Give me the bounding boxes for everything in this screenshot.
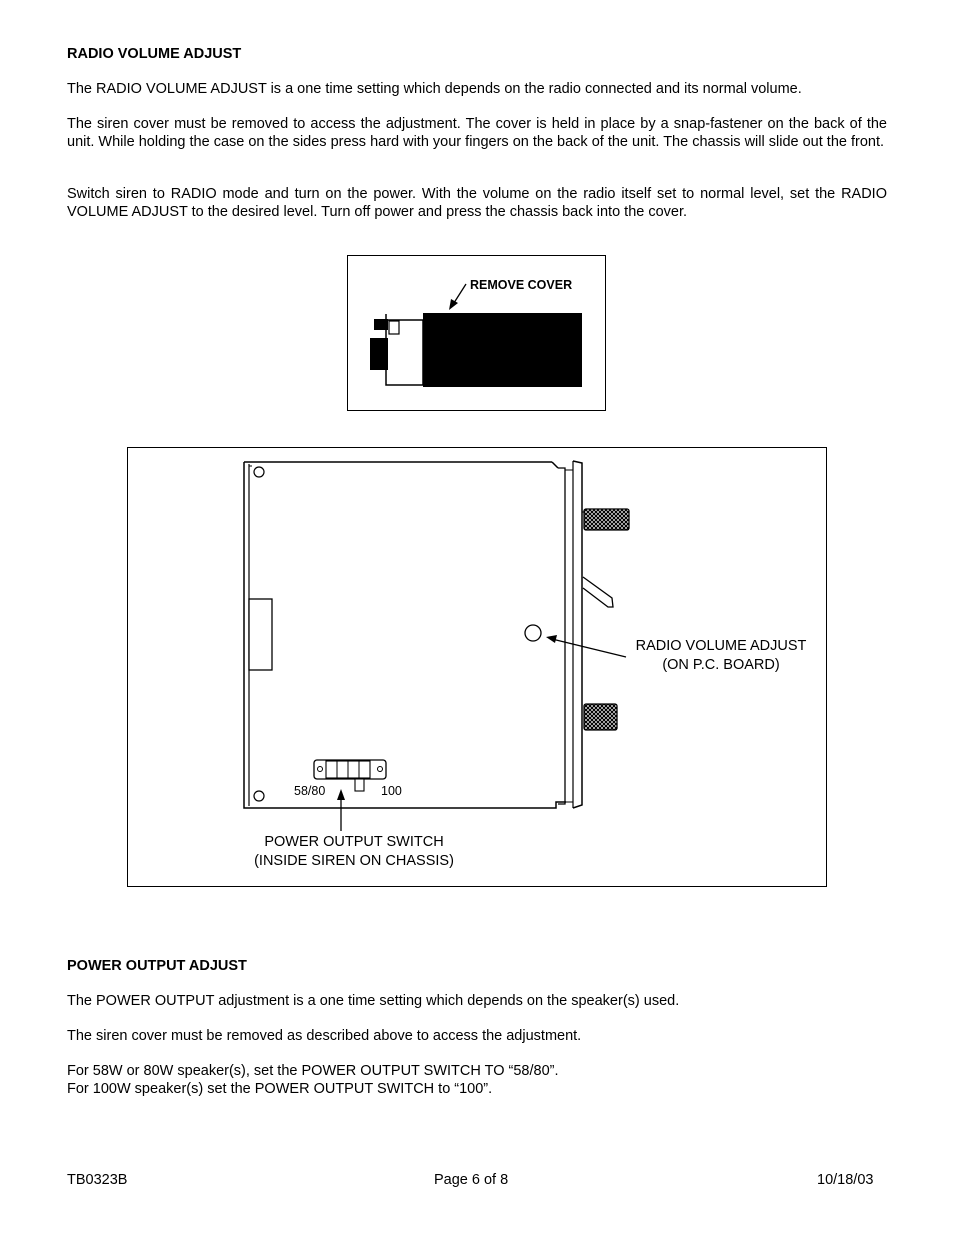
mounting-hole bbox=[254, 467, 264, 477]
radio-volume-adjust-label: RADIO VOLUME ADJUST (ON P.C. BOARD) bbox=[635, 638, 807, 673]
paragraph: For 100W speaker(s) set the POWER OUTPUT SWITCH to “100”. bbox=[67, 1081, 493, 1097]
paragraph: For 58W or 80W speaker(s), set the POWER OUTPUT SWITCH TO “58/80”. bbox=[67, 1063, 559, 1079]
arrow-to-pot bbox=[546, 635, 557, 643]
arrow-to-switch bbox=[337, 789, 345, 800]
paragraph: Switch siren to RADIO mode and turn on the power. With the volume on the radio itself set to normal level, set the RADIO VOLUME ADJUST to the desired level. Turn off power and press the chassis back into the cover. bbox=[67, 186, 887, 220]
paragraph: The RADIO VOLUME ADJUST is a one time setting which depends on the radio connected and its normal volume. bbox=[67, 81, 802, 97]
front-tab bbox=[374, 319, 388, 330]
radio-volume-adjust-pot bbox=[525, 625, 541, 641]
knurled-knob-top bbox=[584, 509, 629, 530]
section-heading-power-output: POWER OUTPUT ADJUST bbox=[67, 958, 247, 974]
footer-page-number: Page 6 of 8 bbox=[434, 1172, 509, 1188]
paragraph: The siren cover must be removed as described above to access the adjustment. bbox=[67, 1028, 582, 1044]
footer-date: 10/18/03 bbox=[817, 1172, 874, 1188]
switch-slider bbox=[355, 779, 364, 791]
toggle-lever bbox=[583, 577, 613, 607]
switch-label-100: 100 bbox=[381, 784, 402, 798]
switch-label-58-80: 58/80 bbox=[294, 784, 326, 798]
footer-doc-id: TB0323B bbox=[67, 1172, 128, 1188]
section-heading-radio-volume: RADIO VOLUME ADJUST bbox=[67, 46, 242, 62]
figure-chassis-board bbox=[127, 447, 827, 887]
siren-cover bbox=[423, 313, 582, 387]
remove-cover-label: REMOVE COVER bbox=[470, 278, 573, 292]
mounting-hole bbox=[254, 791, 264, 801]
figure-remove-cover bbox=[347, 255, 606, 411]
power-output-switch-label: POWER OUTPUT SWITCH (INSIDE SIREN ON CHASSIS) bbox=[254, 834, 454, 869]
paragraph: The siren cover must be removed to access the adjustment. The cover is held in place by a snap-fastener on the back of the unit. While holding the case on the sides press hard with your fingers on the back of the unit. The chassis will slide out the front. bbox=[67, 116, 887, 150]
knurled-knob-bottom bbox=[584, 704, 617, 730]
board-connector bbox=[249, 599, 272, 670]
front-knob bbox=[370, 338, 388, 370]
paragraph: The POWER OUTPUT adjustment is a one time setting which depends on the speaker(s) used. bbox=[67, 993, 680, 1009]
